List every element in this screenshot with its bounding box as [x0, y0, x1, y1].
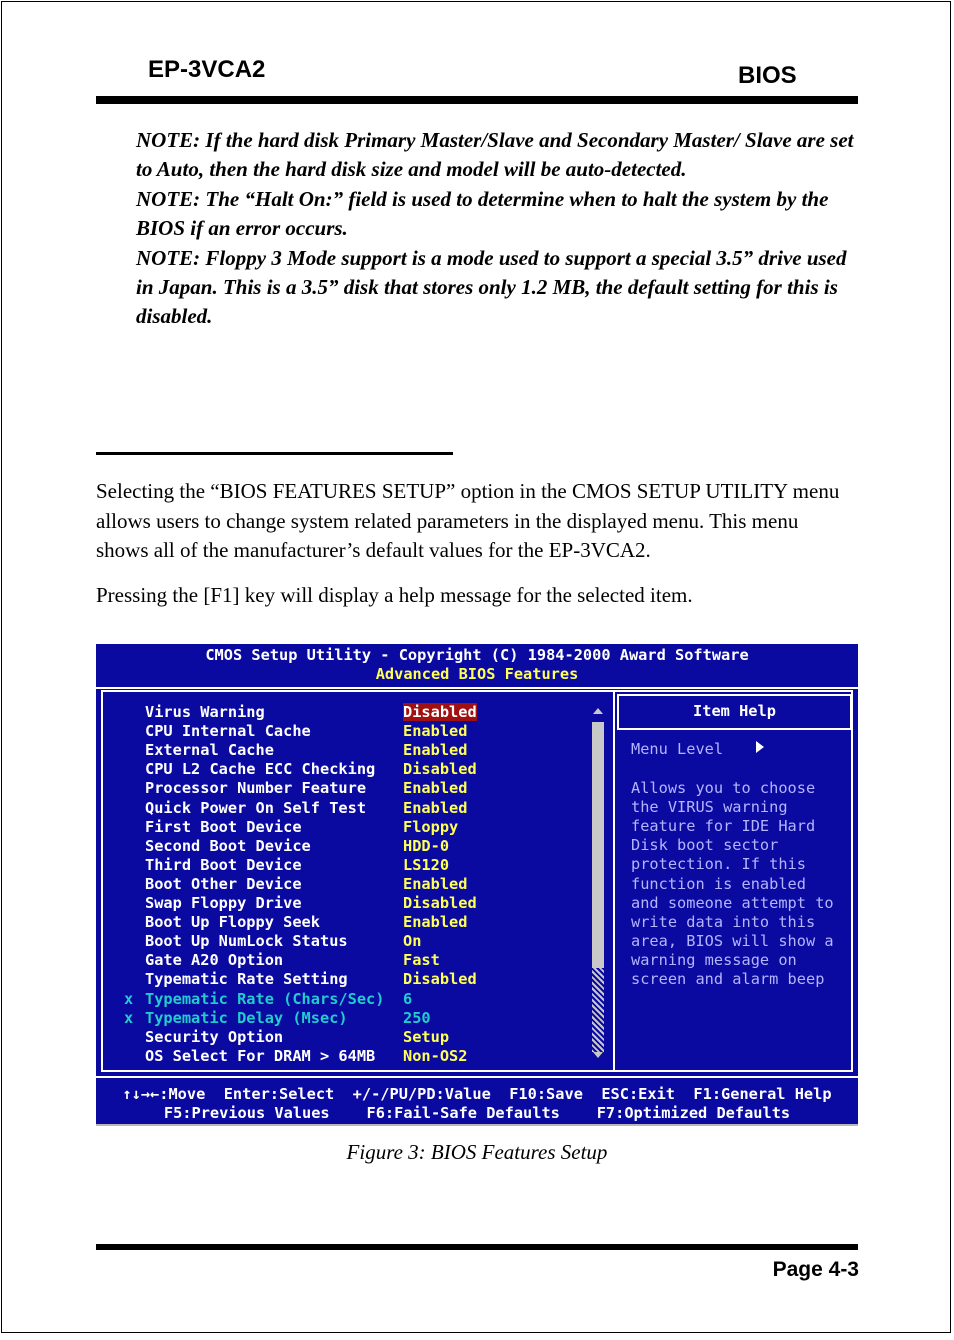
note-hard-disk: NOTE: If the hard disk Primary Master/Slave and Secondary Master/ Slave are set to Auto, then the hard disk size and model will be auto-detected. — [136, 128, 854, 182]
setting-value[interactable]: Disabled — [403, 894, 477, 912]
header-section: BIOS — [738, 62, 797, 89]
scroll-down-icon[interactable] — [593, 1052, 603, 1058]
bios-subtitle: Advanced BIOS Features — [375, 665, 579, 683]
bios-screenshot — [96, 644, 858, 1124]
setting-name: Virus Warning — [145, 703, 265, 721]
help-line: Allows you to choose — [631, 779, 816, 797]
setting-value[interactable]: Disabled — [403, 970, 477, 989]
setting-name: Quick Power On Self Test — [145, 798, 367, 817]
help-menu-level: Menu Level — [631, 740, 724, 758]
help-line: write data into this — [631, 912, 816, 931]
footer-rule — [96, 1244, 858, 1250]
header-rule — [96, 96, 858, 104]
setting-name: CPU L2 Cache ECC Checking — [145, 760, 376, 779]
header-model: EP-3VCA2 — [148, 56, 266, 83]
setting-value[interactable]: 250 — [403, 1008, 431, 1027]
help-line: warning message on — [631, 950, 797, 969]
setting-value[interactable]: Enabled — [403, 798, 468, 817]
help-line: screen and alarm beep — [631, 970, 825, 988]
setting-name: OS Select For DRAM > 64MB — [145, 1046, 376, 1065]
f1-help-paragraph: Pressing the [F1] key will display a help message for the selected item. — [96, 583, 693, 607]
help-line: the VIRUS warning — [631, 798, 788, 817]
bios-title: CMOS Setup Utility - Copyright (C) 1984-2000 Award Software — [205, 646, 749, 664]
setting-value[interactable]: Enabled — [403, 779, 468, 798]
note-floppy-3-mode: NOTE: Floppy 3 Mode support is a mode used to support a special 3.5” drive used in Japan. This is a 3.5” disk that stores only 1.2 MB, the default setting for this is disabled. — [136, 245, 847, 329]
setting-value[interactable]: Disabled — [403, 760, 477, 779]
setting-name: Typematic Rate (Chars/Sec) — [145, 989, 385, 1008]
setting-name: First Boot Device — [145, 817, 302, 836]
setting-name: Security Option — [145, 1027, 284, 1046]
bios-key-legend-2: F5:Previous Values F6:Fail-Safe Defaults F7:Optimized Defaults — [163, 1104, 791, 1122]
setting-name: Gate A20 Option — [145, 951, 284, 970]
setting-name: Processor Number Feature — [145, 779, 367, 798]
note-halt-on: NOTE: The “Halt On:” field is used to determine when to halt the system by the BIOS if an error occurs. — [136, 186, 829, 241]
page-number: Page 4-3 — [772, 1258, 859, 1281]
help-line: feature for IDE Hard — [631, 817, 816, 836]
setting-name: External Cache — [145, 741, 274, 760]
menu-level-arrow-icon — [756, 741, 764, 753]
help-line: function is enabled — [631, 874, 806, 893]
bios-underline — [96, 1124, 858, 1126]
setting-disabled-mark: x — [124, 989, 134, 1008]
setting-value[interactable]: 6 — [403, 989, 413, 1008]
setting-name: Boot Up NumLock Status — [145, 932, 348, 951]
setting-name: Boot Other Device — [145, 874, 302, 893]
setting-name: Typematic Rate Setting — [145, 970, 348, 989]
intro-paragraph: Selecting the “BIOS FEATURES SETUP” option in the CMOS SETUP UTILITY menu allows users to change system related parameters in the displayed menu. This menu shows all of the manufacturer’s default values for the EP-3VCA2. — [96, 479, 840, 562]
setting-value[interactable]: Enabled — [403, 913, 468, 932]
setting-value[interactable]: On — [403, 932, 422, 951]
item-help-title: Item Help — [693, 702, 776, 720]
section-rule — [96, 452, 453, 455]
setting-value[interactable]: Setup — [403, 1027, 450, 1046]
notes-block — [136, 126, 856, 332]
setting-value[interactable]: HDD-0 — [403, 836, 450, 855]
figure-caption: Figure 3: BIOS Features Setup — [346, 1140, 608, 1164]
setting-value[interactable]: Enabled — [403, 722, 468, 741]
setting-value[interactable]: Floppy — [403, 817, 459, 836]
setting-name: CPU Internal Cache — [145, 722, 311, 741]
setting-name: Boot Up Floppy Seek — [145, 913, 320, 932]
help-line: protection. If this — [631, 855, 806, 874]
setting-value[interactable]: Enabled — [403, 874, 468, 893]
bios-footer-separator — [96, 1076, 858, 1078]
setting-value[interactable]: Non-OS2 — [403, 1046, 468, 1065]
help-line: Disk boot sector — [631, 836, 779, 855]
setting-disabled-mark: x — [124, 1008, 134, 1027]
scrollbar-thumb[interactable] — [592, 722, 604, 968]
setting-value[interactable]: Disabled — [403, 703, 477, 721]
help-line: area, BIOS will show a — [631, 931, 834, 950]
scroll-up-icon[interactable] — [593, 708, 603, 714]
setting-value[interactable]: Fast — [403, 951, 440, 970]
setting-value[interactable]: LS120 — [403, 855, 450, 874]
setting-name: Typematic Delay (Msec) — [145, 1008, 348, 1027]
bios-panel-divider — [613, 692, 615, 1070]
bios-key-legend-1: ↑↓→←:Move Enter:Select +/-/PU/PD:Value F10:Save ESC:Exit F1:General Help — [122, 1085, 832, 1103]
setting-name: Swap Floppy Drive — [145, 894, 302, 912]
setting-name: Third Boot Device — [145, 855, 302, 874]
setting-value[interactable]: Enabled — [403, 741, 468, 760]
bios-title-separator — [96, 687, 858, 689]
setting-name: Second Boot Device — [145, 836, 311, 855]
help-line: and someone attempt to — [631, 893, 834, 912]
